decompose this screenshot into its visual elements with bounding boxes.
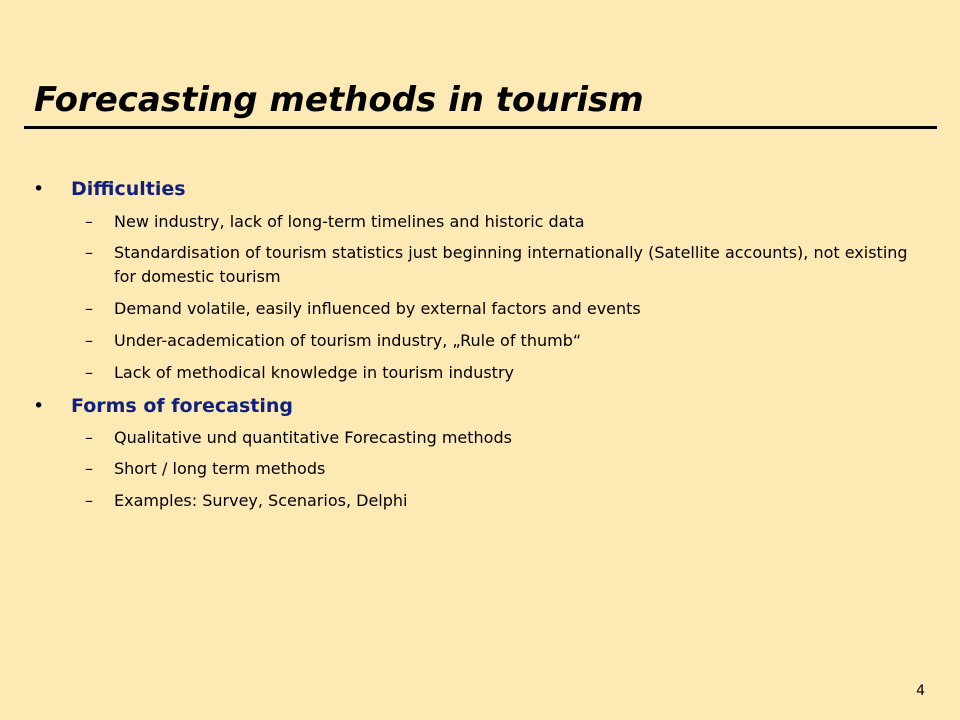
list-item (85, 297, 930, 321)
dash-marker: – (85, 243, 93, 262)
bullet-dot: • (33, 178, 45, 200)
list-item (85, 241, 930, 289)
list-item-text: Demand volatile, easily influenced by external factors and events (114, 299, 641, 318)
bullet-heading-forms: Forms of forecasting (71, 395, 293, 417)
dash-marker: – (85, 459, 93, 478)
list-item-text: New industry, lack of long-term timelines and historic data (114, 212, 585, 231)
dash-marker: – (85, 363, 93, 382)
list-item (85, 361, 930, 385)
list-item-text: Short / long term methods (114, 459, 326, 478)
list-item-text: Qualitative und quantitative Forecasting methods (114, 428, 512, 447)
bullet-heading-difficulties: Difficulties (71, 178, 186, 200)
list-item-text: Standardisation of tourism statistics just beginning internationally (Satellite accounts), not existing for domestic tourism (114, 243, 908, 286)
dash-marker: – (85, 212, 93, 231)
slide-title: Forecasting methods in tourism (34, 80, 644, 120)
list-item (85, 489, 930, 513)
dash-marker: – (85, 491, 93, 510)
list-item (85, 457, 930, 481)
list-item-text: Examples: Survey, Scenarios, Delphi (114, 491, 408, 510)
dash-marker: – (85, 299, 93, 318)
title-underline (24, 126, 937, 129)
page-number: 4 (916, 683, 925, 699)
list-item (85, 329, 930, 353)
list-item-text: Lack of methodical knowledge in tourism industry (114, 363, 514, 382)
dash-marker: – (85, 428, 93, 447)
list-item-text: Under-academication of tourism industry, „Rule of thumb“ (114, 331, 582, 350)
bullet-dot: • (33, 395, 45, 417)
list-item (85, 426, 930, 450)
list-item (85, 210, 930, 234)
dash-marker: – (85, 331, 93, 350)
